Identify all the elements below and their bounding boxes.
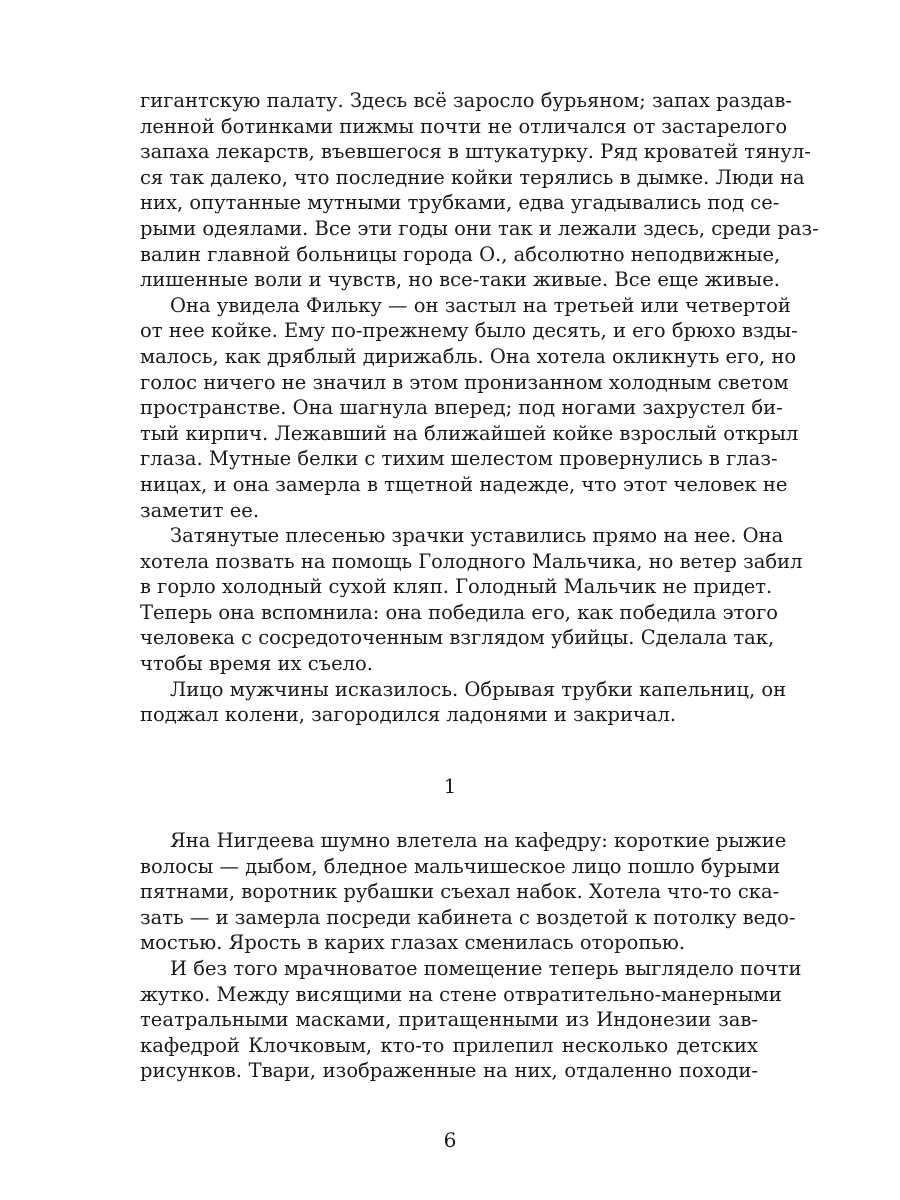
text-line: рисунков. Твари, изображенные на них, отдаленно походи- (140, 1059, 758, 1083)
text-line: кафедрой Клочковым, кто-то прилепил несколько детских (140, 1033, 758, 1057)
chapter-number: 1 (443, 774, 457, 798)
text-line: них, опутанные мутными трубками, едва угадывались под се- (140, 191, 780, 215)
text-line: жутко. Между висящими на стене отвратительно-манерными (140, 982, 782, 1006)
text-line: тый кирпич. Лежавший на ближайшей койке взрослый открыл (140, 421, 799, 445)
text-line: пятнами, воротник рубашки съехал набок. Хотела что-то ска- (140, 880, 780, 904)
text-line: Затянутые плесенью зрачки уставились прямо на нее. Она (170, 524, 784, 548)
paragraph (140, 677, 787, 728)
text-line: глаза. Мутные белки с тихим шелестом провернулись в глаз- (140, 447, 778, 471)
text-line: поджал колени, загородился ладонями и закричал. (140, 703, 677, 727)
text-line: голос ничего не значил в этом пронизанном холодным светом (140, 370, 789, 394)
chapter-body-text (140, 828, 802, 1084)
text-line: гигантскую палату. Здесь всё заросло бурьяном; запах раздав- (140, 89, 793, 112)
text-line: лишенные воли и чувств, но все-таки живые. Все еще живые. (140, 268, 780, 292)
paragraph (140, 293, 799, 523)
text-line: в горло холодный сухой кляп. Голодный Мальчик не придет. (140, 575, 773, 599)
text-line: Лицо мужчины исказилось. Обрывая трубки капельниц, он (170, 677, 787, 701)
text-line: волосы — дыбом, бледное мальчишеское лицо пошло бурыми (140, 854, 781, 878)
text-line: хотела позвать на помощь Голодного Мальчика, но ветер забил (140, 549, 803, 573)
text-line: запаха лекарств, въевшегося в штукатурку. Ряд кроватей тянул- (140, 140, 811, 164)
paragraph (140, 956, 802, 1084)
text-line: Яна Нигдеева шумно влетела на кафедру: короткие рыжие (170, 829, 787, 852)
text-line: чтобы время их съело. (140, 652, 373, 676)
text-line: от нее койке. Ему по-прежнему было десять, и его брюхо взды- (140, 319, 798, 343)
text-line: ницах, и она замерла в тщетной надежде, что этот человек не (140, 472, 788, 496)
paragraph (140, 828, 796, 956)
text-line: рыми одеялами. Все эти годы они так и лежали здесь, среди раз- (140, 216, 819, 240)
text-line: мостью. Ярость в карих глазах сменилась оторопью. (140, 931, 686, 955)
text-line: Она увидела Фильку — он застыл на третьей или четвертой (170, 293, 791, 317)
text-line: заметит ее. (140, 498, 260, 522)
text-line: малось, как дряблый дирижабль. Она хотела окликнуть его, но (140, 344, 797, 368)
text-line: валин главной больницы города О., абсолютно неподвижные, (140, 242, 781, 266)
text-line: ся так далеко, что последние койки терялись в дымке. Люди на (140, 165, 805, 189)
text-line: театральными масками, притащенными из Индонезии зав- (140, 1008, 758, 1032)
page-number: 6 (443, 1128, 457, 1152)
text-line: Теперь она вспомнила: она победила его, как победила этого (140, 600, 779, 624)
text-line: И без того мрачноватое помещение теперь выглядело почти (170, 956, 802, 980)
text-line: человека с сосредоточенным взглядом убийцы. Сделала так, (140, 626, 775, 650)
body-text-continued (140, 88, 819, 728)
text-line: зать — и замерла посреди кабинета с воздетой к потолку ведо- (140, 905, 796, 929)
paragraph (140, 88, 819, 293)
text-line: ленной ботинками пижмы почти не отличался от застарелого (140, 114, 788, 138)
text-line: пространстве. Она шагнула вперед; под ногами захрустел би- (140, 396, 783, 420)
paragraph (140, 523, 803, 677)
